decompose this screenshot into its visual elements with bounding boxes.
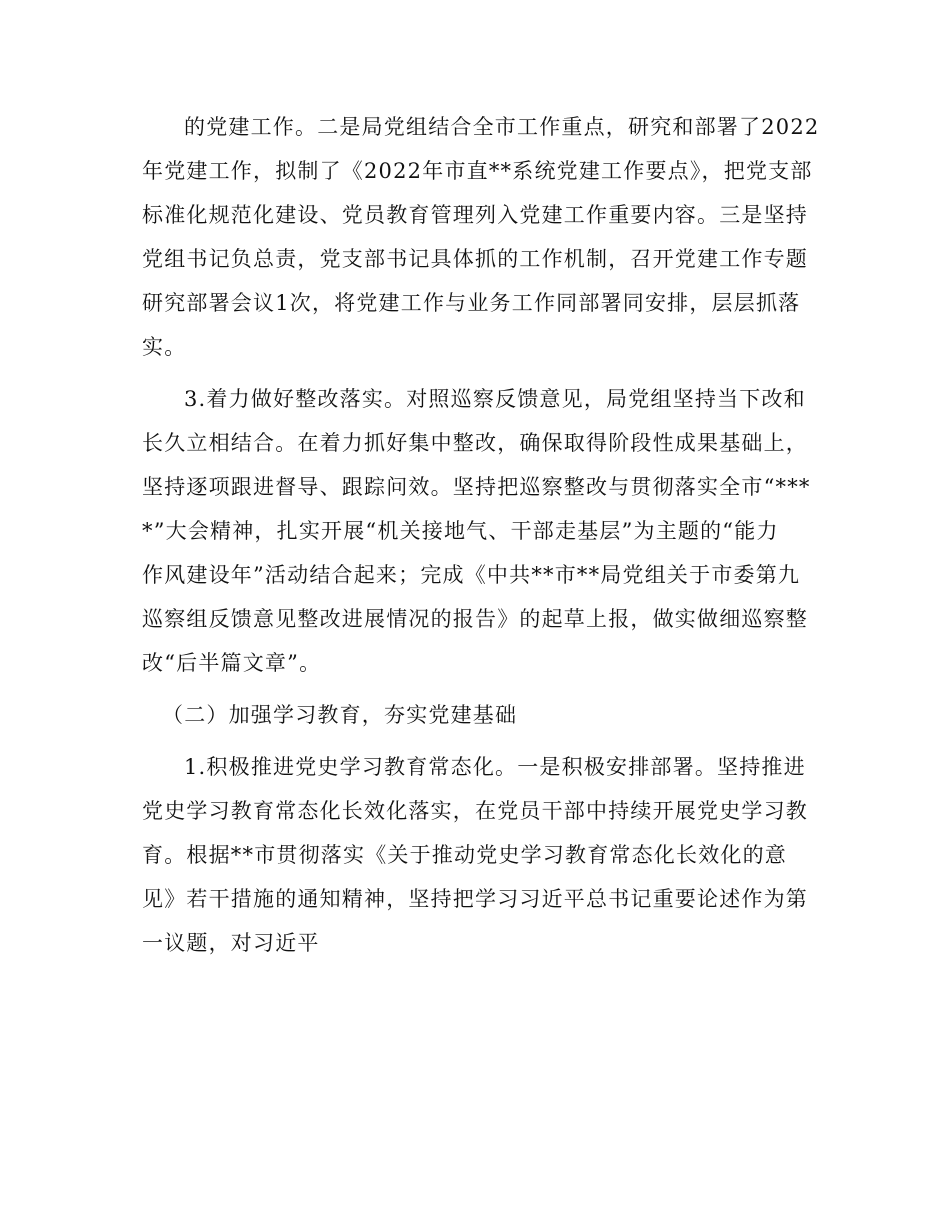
text-line: 改“后半篇文章”。: [142, 651, 322, 675]
text-line: 年党建工作，拟制了《2022年市直**系统党建工作要点》，把党支部: [142, 159, 813, 183]
text-line: 党组书记负总责，党支部书记具体抓的工作机制，召开党建工作专题: [142, 247, 808, 271]
text-line: 巡察组反馈意见整改进展情况的报告》的起草上报，做实做细巡察整: [142, 607, 808, 631]
text-line: *”大会精神，扎实开展“机关接地气、干部走基层”为主题的“能力: [142, 519, 779, 543]
text-line: 作风建设年”活动结合起来；完成《中共**市**局党组关于市委第九: [142, 563, 801, 587]
text-line: 坚持逐项跟进督导、跟踪问效。坚持把巡察整改与贯彻落实全市“***: [142, 475, 811, 499]
text-line: 研究部署会议1次，将党建工作与业务工作同部署同安排，层层抓落: [142, 291, 801, 315]
text-line: 一议题，对习近平: [142, 931, 320, 955]
text-line: 的党建工作。二是局党组结合全市工作重点，研究和部署了2022: [184, 115, 820, 139]
section-heading: （二）加强学习教育，夯实党建基础: [162, 703, 518, 727]
text-line: 长久立相结合。在着力抓好集中整改，确保取得阶段性成果基础上，: [142, 431, 808, 455]
text-line: 标准化规范化建设、党员教育管理列入党建工作重要内容。三是坚持: [142, 203, 808, 227]
text-line: 党史学习教育常态化长效化落实，在党员干部中持续开展党史学习教: [142, 799, 808, 823]
text-line: 1.积极推进党史学习教育常态化。一是积极安排部署。坚持推进: [184, 755, 806, 779]
text-line: 育。根据**市贯彻落实《关于推动党史学习教育常态化长效化的意: [142, 843, 787, 867]
text-line: 实。: [142, 335, 187, 359]
text-line: 3.着力做好整改落实。对照巡察反馈意见，局党组坚持当下改和: [184, 387, 806, 411]
text-line: 见》若干措施的通知精神，坚持把学习习近平总书记重要论述作为第: [142, 887, 808, 911]
